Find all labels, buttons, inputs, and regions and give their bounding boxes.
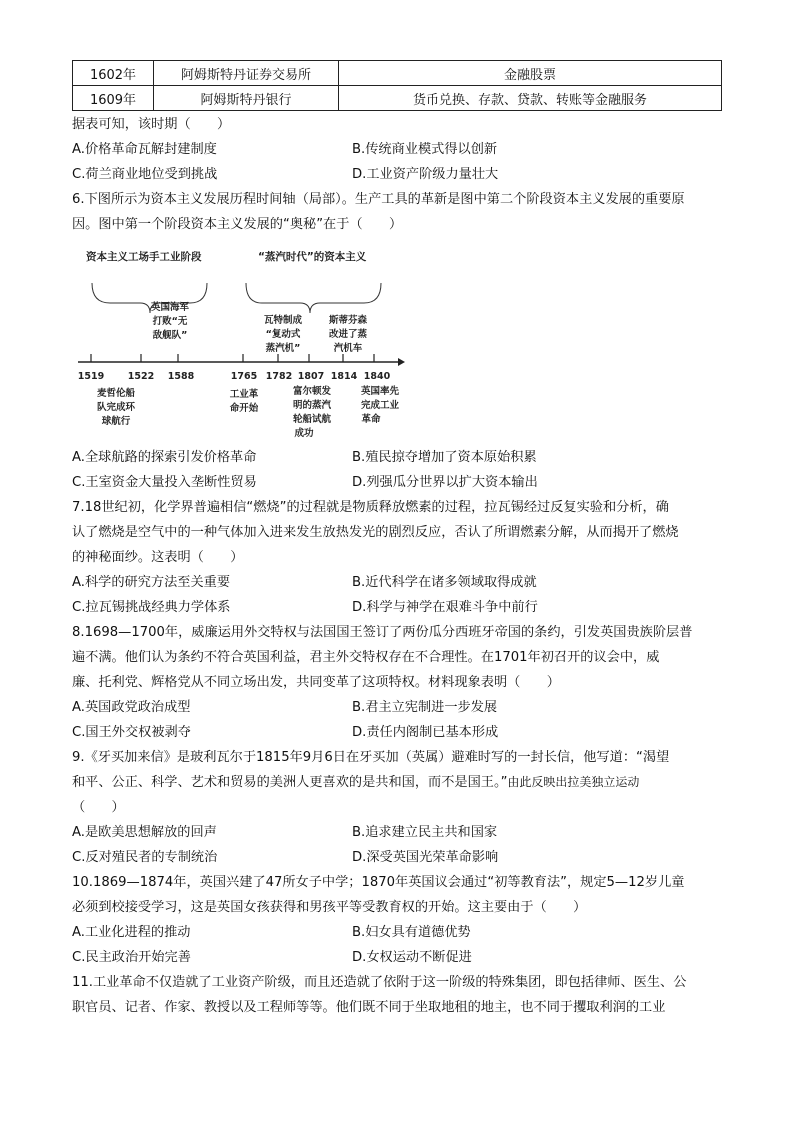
table-cell-year: 1609年 <box>73 86 154 111</box>
question-11-line2: 职官员、记者、作家、教授以及工程师等等。他们既不同于坐取地租的地主，也不同于攫取利润的工业 <box>72 1000 666 1015</box>
q8-option-a[interactable]: A.英国政党政治成型 <box>72 700 191 715</box>
table-cell-business: 金融股票 <box>339 61 722 86</box>
question-8-line2: 遍不满。他们认为条约不符合英国利益，君主外交特权存在不合理性。在1701年初召开的议会中，威 <box>72 650 660 665</box>
q7-option-b[interactable]: B.近代科学在诸多领域取得成就 <box>352 575 537 590</box>
event-britain-line2: 完成工业 <box>360 400 400 411</box>
event-stephenson-line1: 斯蒂芬森 <box>328 315 368 326</box>
event-armada-line1: 英国海军 <box>150 302 190 313</box>
question-9-quote: 和平、公正、科学、艺术和贸易的美洲人更喜欢的是共和国，而不是国王。” <box>72 775 508 790</box>
question-8-line1: 8.1698—1700年，威廉运用外交特权与法国国王签订了两份瓜分西班牙帝国的条约，引发英国贵族阶层普 <box>72 625 693 640</box>
q10-option-b[interactable]: B.妇女具有道德优势 <box>352 925 471 940</box>
q7-option-d[interactable]: D.科学与神学在艰难斗争中前行 <box>352 600 538 615</box>
question-7-line2: 认了燃烧是空气中的一种气体加入进来发生放热发光的剧烈反应，否认了所谓燃素分解，从而揭开了燃烧 <box>72 525 679 540</box>
q9-option-a[interactable]: A.是欧美思想解放的回声 <box>72 825 217 840</box>
q7-option-a[interactable]: A.科学的研究方法至关重要 <box>72 575 231 590</box>
question-5-stem: 据表可知，该时期（ ） <box>72 117 231 132</box>
event-magellan-line1: 麦哲伦船 <box>96 388 136 399</box>
question-10-line2: 必须到校接受学习，这是英国女孩获得和男孩平等受教育权的开始。这主要由于（ ） <box>72 900 587 915</box>
year-label-1522: 1522 <box>127 371 155 382</box>
q10-option-d[interactable]: D.女权运动不断促进 <box>352 950 472 965</box>
q5-option-b[interactable]: B.传统商业模式得以创新 <box>352 142 498 157</box>
event-magellan-line2: 队完成环 <box>96 402 136 413</box>
question-9-prompt: 由此反映出拉美独立运动 <box>507 775 640 789</box>
q10-option-a[interactable]: A.工业化进程的推动 <box>72 925 191 940</box>
timeline-arrow-icon <box>398 358 405 366</box>
q9-option-b[interactable]: B.追求建立民主共和国家 <box>352 825 498 840</box>
question-6-stem-line2: 因。图中第一个阶段资本主义发展的“奥秘”在于（ ） <box>72 217 403 232</box>
event-fulton-line2: 明的蒸汽 <box>292 400 332 411</box>
year-label-1814: 1814 <box>330 371 358 382</box>
q8-option-d[interactable]: D.责任内阁制已基本形成 <box>352 725 499 740</box>
year-label-1782: 1782 <box>265 371 293 382</box>
year-label-1519: 1519 <box>77 371 105 382</box>
question-10-line1: 10.1869—1874年，英国兴建了47所女子中学；1870年英国议会通过“初等教育法”，规定5—12岁儿童 <box>72 875 685 890</box>
q5-option-c[interactable]: C.荷兰商业地位受到挑战 <box>72 167 218 182</box>
q5-option-d[interactable]: D.工业资产阶级力量壮大 <box>352 167 499 182</box>
q8-option-b[interactable]: B.君主立宪制进一步发展 <box>352 700 498 715</box>
q6-option-b[interactable]: B.殖民掠夺增加了资本原始积累 <box>352 450 537 465</box>
year-label-1840: 1840 <box>363 371 391 382</box>
event-fulton-line1: 富尔顿发 <box>292 386 332 397</box>
year-label-1807: 1807 <box>297 371 325 382</box>
question-7-line3: 的神秘面纱。这表明（ ） <box>72 550 244 565</box>
q5-option-a[interactable]: A.价格革命瓦解封建制度 <box>72 142 217 157</box>
event-stephenson-line3: 汽机车 <box>333 343 363 354</box>
q10-option-c[interactable]: C.民主政治开始完善 <box>72 950 191 965</box>
table-cell-business: 货币兑换、存款、贷款、转账等金融服务 <box>339 86 722 111</box>
table-cell-org: 阿姆斯特丹证券交易所 <box>154 61 339 86</box>
event-fulton-line4: 成功 <box>294 428 314 439</box>
q9-option-d[interactable]: D.深受英国光荣革命影响 <box>352 850 499 865</box>
event-armada-line2: 打败“无 <box>152 316 188 327</box>
event-britain-line3: 革命 <box>361 414 381 425</box>
question-11-line1: 11.工业革命不仅造就了工业资产阶级，而且还造就了依附于这一阶级的特殊集团，即包括律师、医生、公 <box>72 975 687 990</box>
question-9-line1: 9.《牙买加来信》是玻利瓦尔于1815年9月6日在牙买加（英属）避难时写的一封长信，他写道：“渴望 <box>72 750 670 765</box>
event-industrial-line1: 工业革 <box>229 389 259 400</box>
question-9-line2 <box>72 770 639 795</box>
event-armada-line3: 敌舰队” <box>152 330 188 341</box>
event-fulton-line3: 轮船试航 <box>292 414 332 425</box>
q9-option-c[interactable]: C.反对殖民者的专制统治 <box>72 850 218 865</box>
question-8-line3: 廉、托利党、辉格党从不同立场出发，共同变革了这项特权。材料现象表明（ ） <box>72 675 560 690</box>
year-label-1588: 1588 <box>167 371 195 382</box>
event-industrial-line2: 命开始 <box>229 403 259 414</box>
q6-option-d[interactable]: D.列强瓜分世界以扩大资本输出 <box>352 475 538 490</box>
event-magellan-line3: 球航行 <box>101 416 131 427</box>
question-7-line1: 7.18世纪初，化学界普遍相信“燃烧”的过程就是物质释放燃素的过程，拉瓦锡经过反复实验和分析，确 <box>72 500 669 515</box>
event-watt-line1: 瓦特制成 <box>263 315 303 326</box>
event-watt-line3: 蒸汽机” <box>265 343 301 354</box>
table-cell-year: 1602年 <box>73 61 154 86</box>
year-label-1765: 1765 <box>230 371 258 382</box>
table-cell-org: 阿姆斯特丹银行 <box>154 86 339 111</box>
question-9-line3: （ ） <box>72 800 125 815</box>
q7-option-c[interactable]: C.拉瓦锡挑战经典力学体系 <box>72 600 231 615</box>
question-6-stem-line1: 6.下图所示为资本主义发展历程时间轴（局部）。生产工具的革新是图中第二个阶段资本主义发展的重要原 <box>72 192 685 207</box>
phase1-brace <box>92 283 207 313</box>
q8-option-c[interactable]: C.国王外交权被剥夺 <box>72 725 191 740</box>
phase1-label: 资本主义工场手工业阶段 <box>86 251 202 263</box>
q6-option-c[interactable]: C.王室资金大量投入垄断性贸易 <box>72 475 257 490</box>
phase2-brace <box>246 283 381 313</box>
event-watt-line2: “复动式 <box>265 329 301 340</box>
phase2-label: “蒸汽时代”的资本主义 <box>258 251 367 263</box>
q6-option-a[interactable]: A.全球航路的探索引发价格革命 <box>72 450 257 465</box>
event-stephenson-line2: 改进了蒸 <box>328 329 368 340</box>
event-britain-line1: 英国率先 <box>360 386 400 397</box>
